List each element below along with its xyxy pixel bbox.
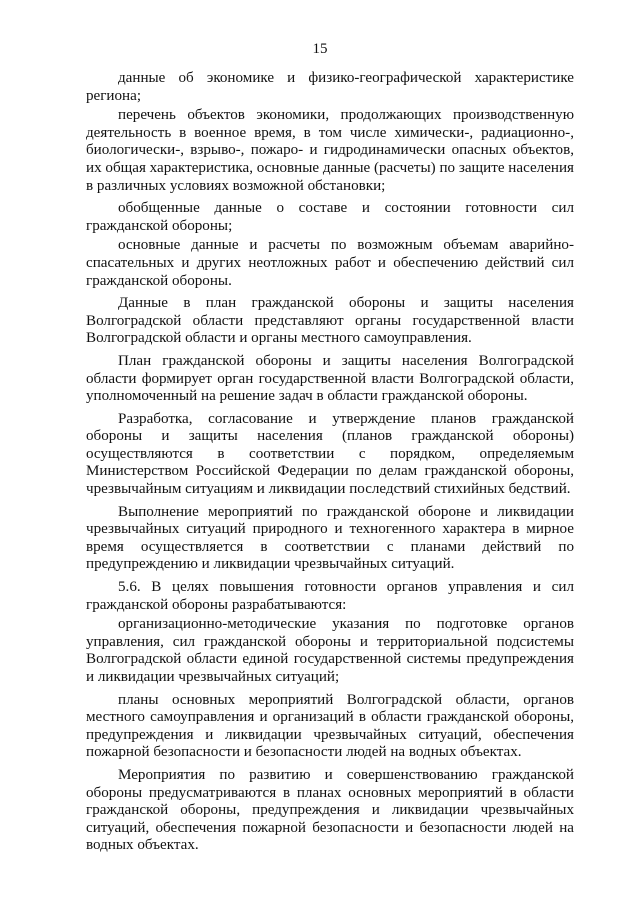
paragraph-main-measures-plans: планы основных мероприятий Волгоградской области, органов местного самоуправления и организаций в области гражданской обороны, предупреждения и ликвидации чрезвычайных ситуаций, обеспечения пожарной безопасности и безопасности людей на водных объектах. — [86, 691, 574, 761]
paragraph-plan-data-sources: Данные в план гражданской обороны и защиты населения Волгоградской области представляют органы государственной власти Волгоградской области и органы местного самоуправления. — [86, 295, 574, 347]
paragraph-rescue-works: основные данные и расчеты по возможным объемам аварийно-спасательных и других неотложных работ и обеспечению действий сил гражданской обороны. — [86, 237, 574, 289]
paragraph-peacetime-measures: Выполнение мероприятий по гражданской обороне и ликвидации чрезвычайных ситуаций природного и техногенного характера в мирное время осуществляется в соответствии с планами действий по предупреждению и ликвидации чрезвычайных ситуаций. — [86, 503, 574, 573]
paragraph-development-measures: Мероприятия по развитию и совершенствованию гражданской обороны предусматриваются в планах основных мероприятий в области гражданской обороны, предупреждения и ликвидации чрезвычайных ситуаций, обеспечения пожарной безопасности и безопасности людей на водных объектах. — [86, 766, 574, 854]
paragraph-plan-formation: План гражданской обороны и защиты населения Волгоградской области формирует орган государственной власти Волгоградской области, уполномоченный на решение задач в области гражданской обороны. — [86, 352, 574, 405]
document-body — [86, 70, 574, 860]
paragraph-forces-readiness: обобщенные данные о составе и состоянии готовности сил гражданской обороны; — [86, 200, 574, 234]
paragraph-methodical-guidelines: организационно-методические указания по подготовке органов управления, сил гражданской обороны и территориальной подсистемы Волгоградской области единой государственной системы предупреждения и ликвидации чрезвычайных ситуаций; — [86, 616, 574, 685]
paragraph-economy-data: данные об экономике и физико-географической характеристике региона; — [86, 70, 574, 104]
paragraph-economic-objects-list: перечень объектов экономики, продолжающих производственную деятельность в военное время, в том числе химически-, радиационно-, биологически-, взрыво-, пожаро- и гидродинамически опасных объектов, их общая характеристика, основные данные (расчеты) по защите населения в различных условиях возможной обстановки; — [86, 107, 574, 194]
page-number: 15 — [312, 41, 328, 57]
paragraph-section-5-6: 5.6. В целях повышения готовности органов управления и сил гражданской обороны разрабатываются: — [86, 579, 574, 613]
paragraph-plan-development: Разработка, согласование и утверждение планов гражданской обороны и защиты населения (планов гражданской обороны) осуществляются в соответствии с порядком, определяемым Министерством Российской Федерации по делам гражданской обороны, чрезвычайным ситуациям и ликвидации последствий стихийных бедствий. — [86, 410, 574, 498]
